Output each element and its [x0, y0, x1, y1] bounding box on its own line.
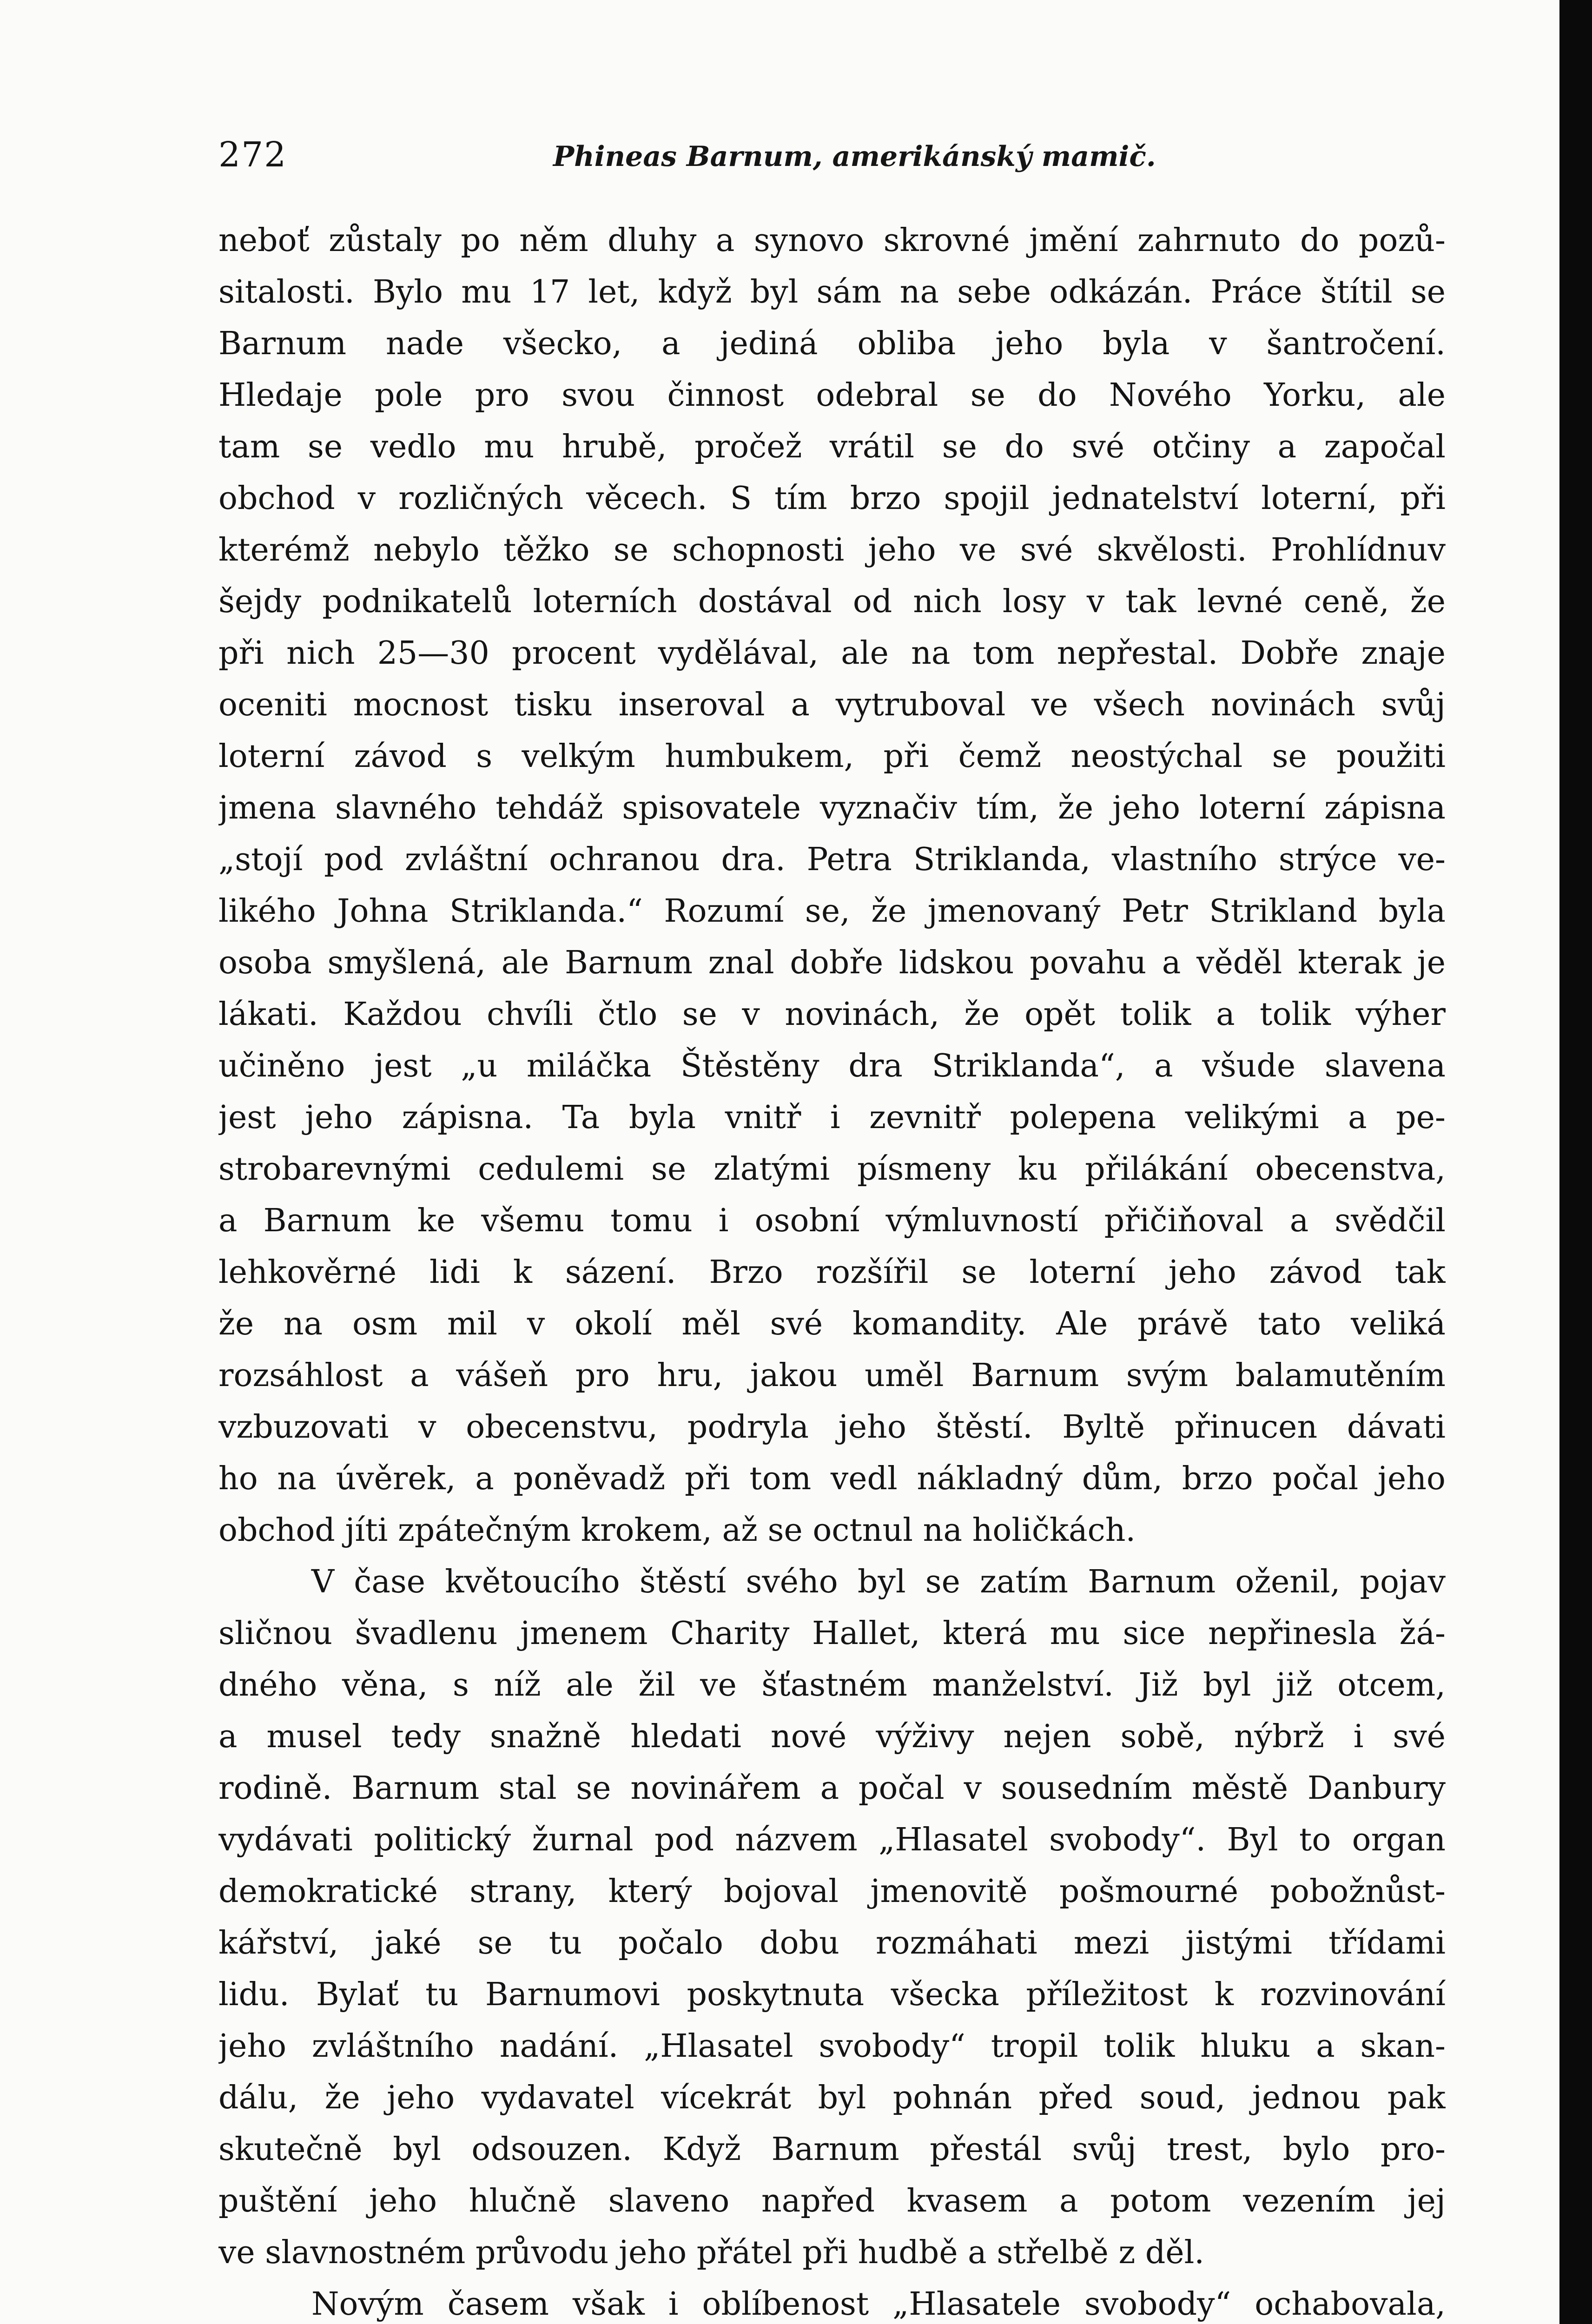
text-line: že na osm mil v okolí měl své komandity. Ale právě tato veliká	[218, 1306, 1446, 1342]
text-line: loterní závod s velkým humbukem, při čemž neostýchal se použiti	[218, 738, 1446, 775]
text-line: lákati. Každou chvíli čtlo se v novinách, že opět tolik a tolik výher	[218, 996, 1446, 1033]
text-line: strobarevnými cedulemi se zlatými písmeny ku přilákání obecenstva,	[218, 1151, 1446, 1188]
text-line: sličnou švadlenu jmenem Charity Hallet, která mu sice nepřinesla žá-	[218, 1615, 1446, 1652]
text-line: lidu. Bylať tu Barnumovi poskytnuta všecka příležitost k rozvinování	[218, 1976, 1446, 2013]
text-line: sitalosti. Bylo mu 17 let, když byl sám na sebe odkázán. Práce štítil se	[218, 274, 1446, 310]
text-line: „stojí pod zvláštní ochranou dra. Petra Striklanda, vlastního strýce ve-	[218, 841, 1446, 878]
text-line: neboť zůstaly po něm dluhy a synovo skrovné jmění zahrnuto do pozů-	[218, 222, 1446, 259]
text-line: kterémž nebylo těžko se schopnosti jeho ve své skvělosti. Prohlídnuv	[218, 532, 1446, 568]
text-line: při nich 25—30 procent vydělával, ale na tom nepřestal. Dobře znaje	[218, 635, 1446, 672]
text-line: osoba smyšlená, ale Barnum znal dobře lidskou povahu a věděl kterak je	[218, 944, 1446, 981]
text-line: a musel tedy snažně hledati nové výživy nejen sobě, nýbrž i své	[218, 1718, 1446, 1755]
text-line: rodině. Barnum stal se novinářem a počal v sousedním městě Danbury	[218, 1770, 1446, 1807]
text-line: ho na úvěrek, a poněvadž při tom vedl nákladný dům, brzo počal jeho	[218, 1460, 1446, 1497]
body-text	[218, 215, 1446, 2324]
text-line: oceniti mocnost tisku inseroval a vytruboval ve všech novinách svůj	[218, 687, 1446, 723]
paragraph-start-line: V čase květoucího štěstí svého byl se zatím Barnum oženil, pojav	[311, 1564, 1446, 1600]
text-line: učiněno jest „u miláčka Štěstěny dra Striklanda“, a všude slavena	[218, 1048, 1446, 1084]
text-line: jest jeho zápisna. Ta byla vnitř i zevnitř polepena velikými a pe-	[218, 1099, 1446, 1136]
text-line: dálu, že jeho vydavatel vícekrát byl pohnán před soud, jednou pak	[218, 2080, 1446, 2116]
text-line: obchod jíti zpátečným krokem, až se octnul na holičkách.	[218, 1512, 1136, 1549]
running-head	[218, 135, 1446, 186]
text-line: ve slavnostném průvodu jeho přátel při hudbě a střelbě z děl.	[218, 2234, 1205, 2271]
text-line: demokratické strany, který bojoval jmenovitě pošmourné pobožnůst-	[218, 1873, 1446, 1910]
text-line: jmena slavného tehdáž spisovatele vyznačiv tím, že jeho loterní zápisna	[218, 790, 1446, 826]
text-line: skutečně byl odsouzen. Když Barnum přestál svůj trest, bylo pro-	[218, 2131, 1446, 2168]
text-line: Hledaje pole pro svou činnost odebral se do Nového Yorku, ale	[218, 377, 1446, 414]
text-line: vydávati politický žurnal pod názvem „Hlasatel svobody“. Byl to organ	[218, 1822, 1446, 1858]
text-line: vzbuzovati v obecenstvu, podryla jeho štěstí. Byltě přinucen dávati	[218, 1409, 1446, 1446]
text-line: Barnum nade všecko, a jediná obliba jeho byla v šantročení.	[218, 325, 1446, 362]
text-line: likého Johna Striklanda.“ Rozumí se, že jmenovaný Petr Strikland byla	[218, 893, 1446, 930]
text-line: šejdy podnikatelů loterních dostával od nich losy v tak levné ceně, že	[218, 583, 1446, 620]
page-number: 272	[218, 135, 287, 175]
text-line: rozsáhlost a vášeň pro hru, jakou uměl Barnum svým balamutěním	[218, 1357, 1446, 1394]
text-line: a Barnum ke všemu tomu i osobní výmluvností přičiňoval a svědčil	[218, 1202, 1446, 1239]
text-line: dného věna, s níž ale žil ve šťastném manželství. Již byl již otcem,	[218, 1667, 1446, 1703]
text-line: tam se vedlo mu hrubě, pročež vrátil se do své otčiny a započal	[218, 429, 1446, 465]
text-line: obchod v rozličných věcech. S tím brzo spojil jednatelství loterní, při	[218, 480, 1446, 517]
text-line: lehkověrné lidi k sázení. Brzo rozšířil se loterní jeho závod tak	[218, 1254, 1446, 1291]
text-line: jeho zvláštního nadání. „Hlasatel svobody“ tropil tolik hluku a skan-	[218, 2028, 1446, 2065]
scan-edge-shadow	[1559, 0, 1592, 2324]
paragraph-start-line: Novým časem však i oblíbenost „Hlasatele svobody“ ochabovala,	[311, 2286, 1446, 2323]
text-line: puštění jeho hlučně slaveno napřed kvasem a potom vezením jej	[218, 2183, 1446, 2219]
text-line: kářství, jaké se tu počalo dobu rozmáhati mezi jistými třídami	[218, 1925, 1446, 1961]
running-title: Phineas Barnum, amerikánský mamič.	[553, 140, 1156, 173]
